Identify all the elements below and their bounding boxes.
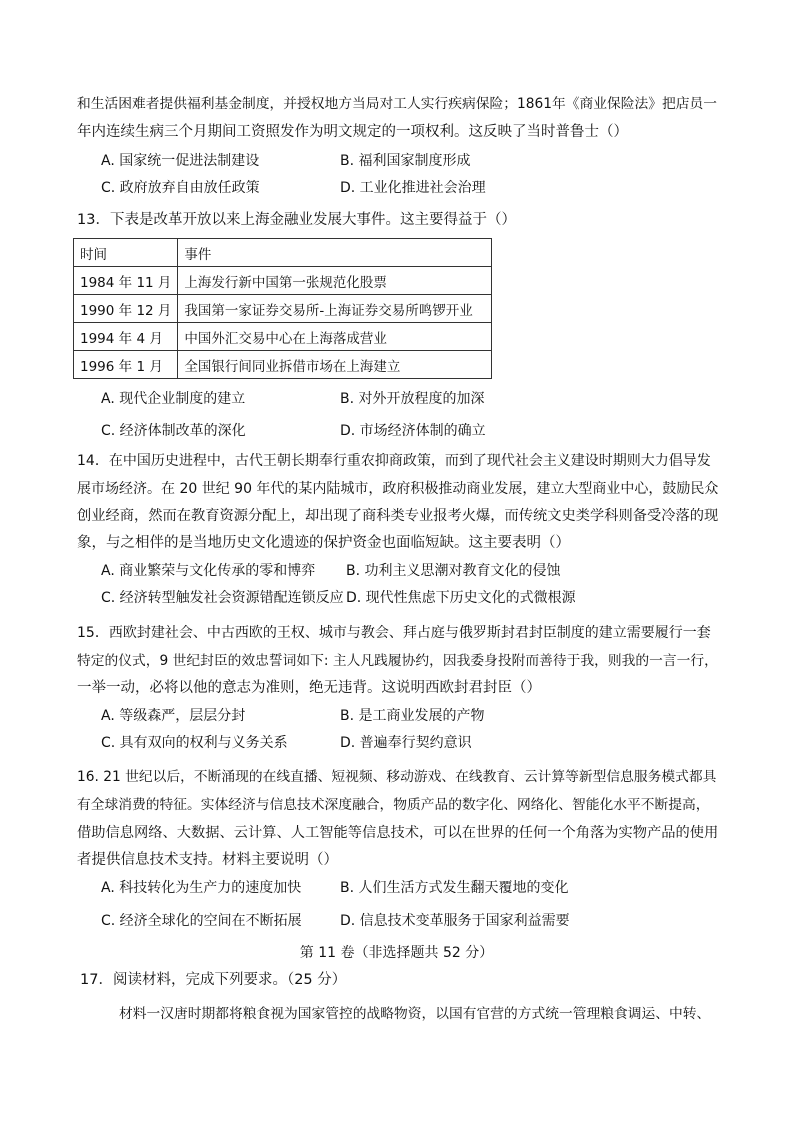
q14-line-4: 象，与之相伴的是当地历史文化遗迹的保护资金也面临短缺。这主要表明（） [77, 535, 570, 551]
q14-line-2: 展市场经济。在 20 世纪 90 年代的某内陆城市，政府积极推动商业发展，建立大型商业中心，鼓励民众 [77, 481, 719, 497]
q12-line-1: 和生活困难者提供福利基金制度，并授权地方当局对工人实行疾病保险；1861年《商业保险法》把店员一 [77, 96, 717, 112]
events-table [73, 238, 492, 379]
q15-line-3: 一举一动，必将以他的意志为准则，绝无违背。这说明西欧封君封臣（） [77, 680, 541, 696]
q15-option-b: B. 是工商业发展的产物 [340, 708, 485, 724]
table-header-time: 时间 [74, 239, 178, 267]
table-cell-time: 1996 年 1 月 [74, 351, 178, 379]
q16-option-a: A. 科技转化为生产力的速度加快 [101, 880, 302, 896]
q15-line-2: 特定的仪式，9 世纪封臣的效忠誓词如下: 主人凡践履协约，因我委身投附而善待于我，则我的一言一行， [77, 653, 718, 669]
table-cell-event: 中国外汇交易中心在上海落成营业 [178, 323, 492, 351]
q14-option-b: B. 功利主义思潮对教育文化的侵蚀 [346, 563, 561, 579]
q13-stem: 13．下表是改革开放以来上海金融业发展大事件。这主要得益于（） [77, 212, 516, 228]
q13-option-a: A. 现代企业制度的建立 [101, 391, 246, 407]
q16-line-1: 16. 21 世纪以后，不断涌现的在线直播、短视频、移动游戏、在线教育、云计算等新型信息服务模式都具 [77, 769, 717, 785]
table-cell-event: 全国银行间同业拆借市场在上海建立 [178, 351, 492, 379]
table-row [74, 351, 492, 379]
table-cell-event: 我国第一家证券交易所-上海证券交易所鸣锣开业 [178, 295, 492, 323]
q14-option-a: A. 商业繁荣与文化传承的零和博弈 [101, 563, 316, 579]
q12-option-d: D. 工业化推进社会治理 [340, 180, 486, 196]
q16-option-b: B. 人们生活方式发生翻天覆地的变化 [340, 880, 569, 896]
q15-option-d: D. 普遍奉行契约意识 [340, 735, 472, 751]
q16-line-2: 有全球消费的特征。实体经济与信息技术深度融合，物质产品的数字化、网络化、智能化水平不断提高， [77, 797, 710, 813]
q16-option-c: C. 经济全球化的空间在不断拓展 [101, 913, 302, 929]
q13-option-b: B. 对外开放程度的加深 [340, 391, 485, 407]
q14-line-1: 14．在中国历史进程中，古代王朝长期奉行重农抑商政策，而到了现代社会主义建设时期则大力倡导发 [77, 453, 711, 469]
q12-option-b: B. 福利国家制度形成 [340, 153, 471, 169]
section-title: 第 11 卷（非选择题共 52 分） [299, 945, 494, 961]
q15-option-c: C. 具有双向的权利与义务关系 [101, 735, 288, 751]
table-header-event: 事件 [178, 239, 492, 267]
q15-line-1: 15．西欧封建社会、中古西欧的王权、城市与教会、拜占庭与俄罗斯封君封臣制度的建立需要履行一套 [77, 625, 711, 641]
q12-line-2: 年内连续生病三个月期间工资照发作为明文规定的一项权利。这反映了当时普鲁士（） [77, 124, 628, 140]
table-row [74, 295, 492, 323]
q14-option-c: C. 经济转型触发社会资源错配连锁反应 [101, 590, 344, 606]
table-cell-time: 1994 年 4 月 [74, 323, 178, 351]
q17-stem: 17．阅读材料，完成下列要求。（25 分） [80, 972, 347, 988]
q12-option-c: C. 政府放弃自由放任政策 [101, 180, 260, 196]
q14-option-d: D. 现代性焦虑下历史文化的式微根源 [346, 590, 576, 606]
q16-line-3: 借助信息网络、大数据、云计算、人工智能等信息技术，可以在世界的任何一个角落为实物产品的使用 [77, 825, 719, 841]
table-cell-time: 1984 年 11 月 [74, 267, 178, 295]
q12-option-a: A. 国家统一促进法制建设 [101, 153, 260, 169]
table-row [74, 323, 492, 351]
q15-option-a: A. 等级森严，层层分封 [101, 708, 246, 724]
q13-option-c: C. 经济体制改革的深化 [101, 423, 246, 439]
q13-option-d: D. 市场经济体制的确立 [340, 423, 486, 439]
table-cell-time: 1990 年 12 月 [74, 295, 178, 323]
table-header-row [74, 239, 492, 267]
q17-material-1: 材料一汉唐时期都将粮食视为国家管控的战略物资，以国有官营的方式统一管理粮食调运、中转、 [119, 1006, 711, 1022]
q16-option-d: D. 信息技术变革服务于国家利益需要 [340, 913, 570, 929]
q16-line-4: 者提供信息技术支持。材料主要说明（） [77, 852, 338, 868]
table-row [74, 267, 492, 295]
q14-line-3: 创业经商，然而在教育资源分配上，却出现了商科类专业报考火爆，而传统文史类学科则备受冷落的现 [77, 508, 719, 524]
table-cell-event: 上海发行新中国第一张规范化股票 [178, 267, 492, 295]
